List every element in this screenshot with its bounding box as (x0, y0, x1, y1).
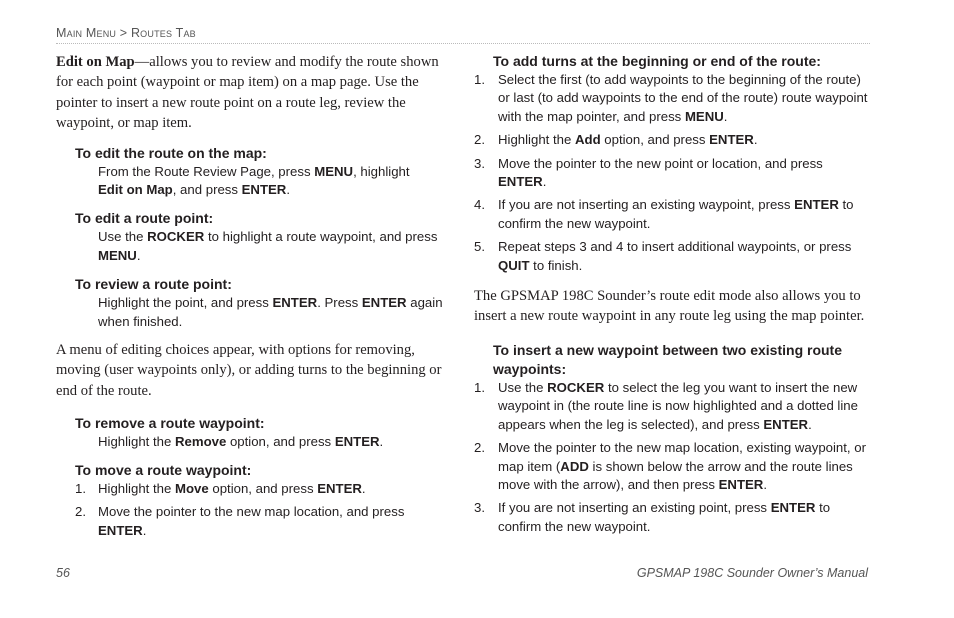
key-label: MENU (98, 247, 137, 263)
key-label: ENTER (763, 416, 809, 432)
text: to confirm the new waypoint. (498, 500, 831, 534)
text: Highlight the point, and press (98, 295, 273, 311)
text: Highlight the (98, 480, 175, 496)
key-label: ENTER (241, 182, 287, 198)
list-item (474, 155, 870, 192)
text: Use the (498, 379, 548, 395)
step-number: 1. (474, 72, 485, 87)
left-column (56, 52, 448, 540)
text: . Press (317, 295, 362, 311)
text: . (136, 247, 141, 263)
right-column (474, 52, 870, 536)
intro-paragraph (56, 52, 448, 134)
text: . (379, 434, 384, 450)
text: . (723, 108, 728, 124)
review-point-procedure (75, 275, 448, 331)
text: Move the pointer to the new map location, existing waypoint, or map item ( (498, 440, 866, 474)
step-number: 5. (474, 239, 485, 255)
key-label: Move (174, 480, 209, 496)
text: . (753, 132, 758, 148)
step-number: 3. (474, 500, 485, 516)
text: . (286, 182, 291, 198)
edit-point-title: To edit a route point: (75, 210, 214, 227)
edit-map-procedure (75, 144, 448, 200)
edit-point-body (98, 228, 448, 265)
move-waypoint-steps (75, 480, 448, 540)
insert-waypoint-procedure (474, 341, 870, 536)
key-label: ROCKER (547, 379, 605, 395)
text: , and press (172, 182, 242, 198)
text: Repeat steps 3 and 4 to insert additional waypoints, or press (498, 239, 852, 255)
text: . (763, 476, 768, 492)
move-waypoint-procedure (75, 461, 448, 540)
step-number: 3. (474, 155, 485, 171)
insert-waypoint-title: To insert a new waypoint between two existing route waypoints: (493, 341, 843, 377)
key-label: ADD (560, 458, 589, 474)
text: option, and press (208, 480, 318, 496)
move-waypoint-title: To move a route waypoint: (75, 461, 252, 478)
step-number: 4. (474, 197, 485, 213)
add-turns-steps (474, 71, 870, 275)
list-item (75, 503, 448, 540)
page-number: 56 (56, 566, 70, 580)
remove-waypoint-body (98, 433, 448, 451)
text: From the Route Review Page, press (98, 163, 315, 179)
review-point-body (98, 294, 448, 331)
text: Highlight the (98, 434, 175, 450)
key-label: ENTER (794, 197, 839, 213)
key-label: Add (574, 132, 601, 148)
key-label: ENTER (709, 132, 754, 148)
list-item (474, 379, 870, 434)
text: again when finished. (98, 295, 443, 329)
step-number: 1. (474, 379, 485, 395)
remove-waypoint-title: To remove a route waypoint: (75, 415, 265, 432)
list-item (474, 131, 870, 149)
key-label: QUIT (498, 257, 530, 273)
list-item (474, 238, 870, 275)
key-label: ENTER (718, 476, 764, 492)
list-item (474, 71, 870, 126)
key-label: ENTER (361, 295, 407, 311)
key-label: ENTER (272, 295, 318, 311)
list-item (474, 439, 870, 494)
intro-term: Edit on Map (56, 54, 135, 70)
text: is shown below the arrow and the route lines move with the arrow), and then press (498, 458, 853, 492)
breadcrumb: Main Menu > Routes Tab (56, 26, 196, 40)
key-label: Remove (174, 434, 227, 450)
menu-paragraph: A menu of editing choices appear, with options for removing, moving (user waypoints only), or adding turns to the beginning or end of the route. (56, 342, 442, 399)
review-point-title: To review a route point: (75, 276, 232, 293)
text: Use the (98, 229, 148, 245)
text: If you are not inserting an existing point, press (498, 500, 771, 516)
key-label: MENU (314, 163, 354, 179)
text: . (808, 416, 812, 432)
key-label: ENTER (498, 174, 543, 190)
remove-waypoint-procedure (75, 414, 448, 451)
step-number: 1. (75, 480, 86, 496)
key-label: ENTER (317, 480, 362, 496)
add-turns-procedure (474, 52, 870, 275)
mode-paragraph: The GPSMAP 198C Sounder’s route edit mode also allows you to insert a new route waypoint in any route leg using the map pointer. (474, 288, 865, 325)
list-item (75, 480, 448, 498)
text: Select the first (to add waypoints to the beginning of the route) or last (to add waypoints to the end of the route) route waypoint with the map pointer, and press (498, 72, 868, 124)
manual-title: GPSMAP 198C Sounder Owner’s Manual (636, 566, 868, 580)
list-item (474, 499, 870, 536)
text: option, and press (226, 434, 335, 450)
text: to select the leg you want to insert the new waypoint in (the route line is now highlighted and a dotted line appears when the leg is selected), and press (498, 379, 858, 432)
text: . (142, 522, 147, 538)
text: to confirm the new waypoint. (498, 197, 854, 231)
list-item (474, 196, 870, 233)
text: . (542, 174, 547, 190)
add-turns-title: To add turns at the beginning or end of the route: (493, 53, 821, 69)
text: If you are not inserting an existing waypoint, press (498, 197, 795, 213)
text: , highlight (353, 163, 410, 179)
text: to finish. (529, 257, 583, 273)
edit-map-title: To edit the route on the map: (75, 144, 267, 161)
key-label: ENTER (770, 500, 816, 516)
key-label: ROCKER (147, 229, 205, 245)
step-number: 2. (75, 504, 86, 520)
key-label: MENU (684, 108, 724, 124)
text: to highlight a route waypoint, and press (204, 229, 438, 245)
insert-waypoint-steps (474, 379, 870, 536)
edit-map-body (98, 163, 448, 200)
step-number: 2. (474, 440, 485, 456)
key-label: ENTER (98, 522, 143, 538)
text: option, and press (600, 132, 710, 148)
key-label: ENTER (334, 434, 380, 450)
intro-text: —allows you to review and modify the route shown for each point (waypoint or map item) on a map page. Use the pointer to insert a new route point on a route leg, review the waypoint, or map item. (56, 54, 439, 132)
text: . (361, 480, 366, 496)
text: Move the pointer to the new point or location, and press (498, 155, 823, 171)
edit-point-procedure (75, 209, 448, 265)
header-rule (56, 43, 870, 44)
text: Move the pointer to the new map location, and press (98, 504, 405, 520)
text: Highlight the (498, 132, 575, 148)
step-number: 2. (474, 132, 485, 148)
key-label: Edit on Map (98, 182, 173, 198)
